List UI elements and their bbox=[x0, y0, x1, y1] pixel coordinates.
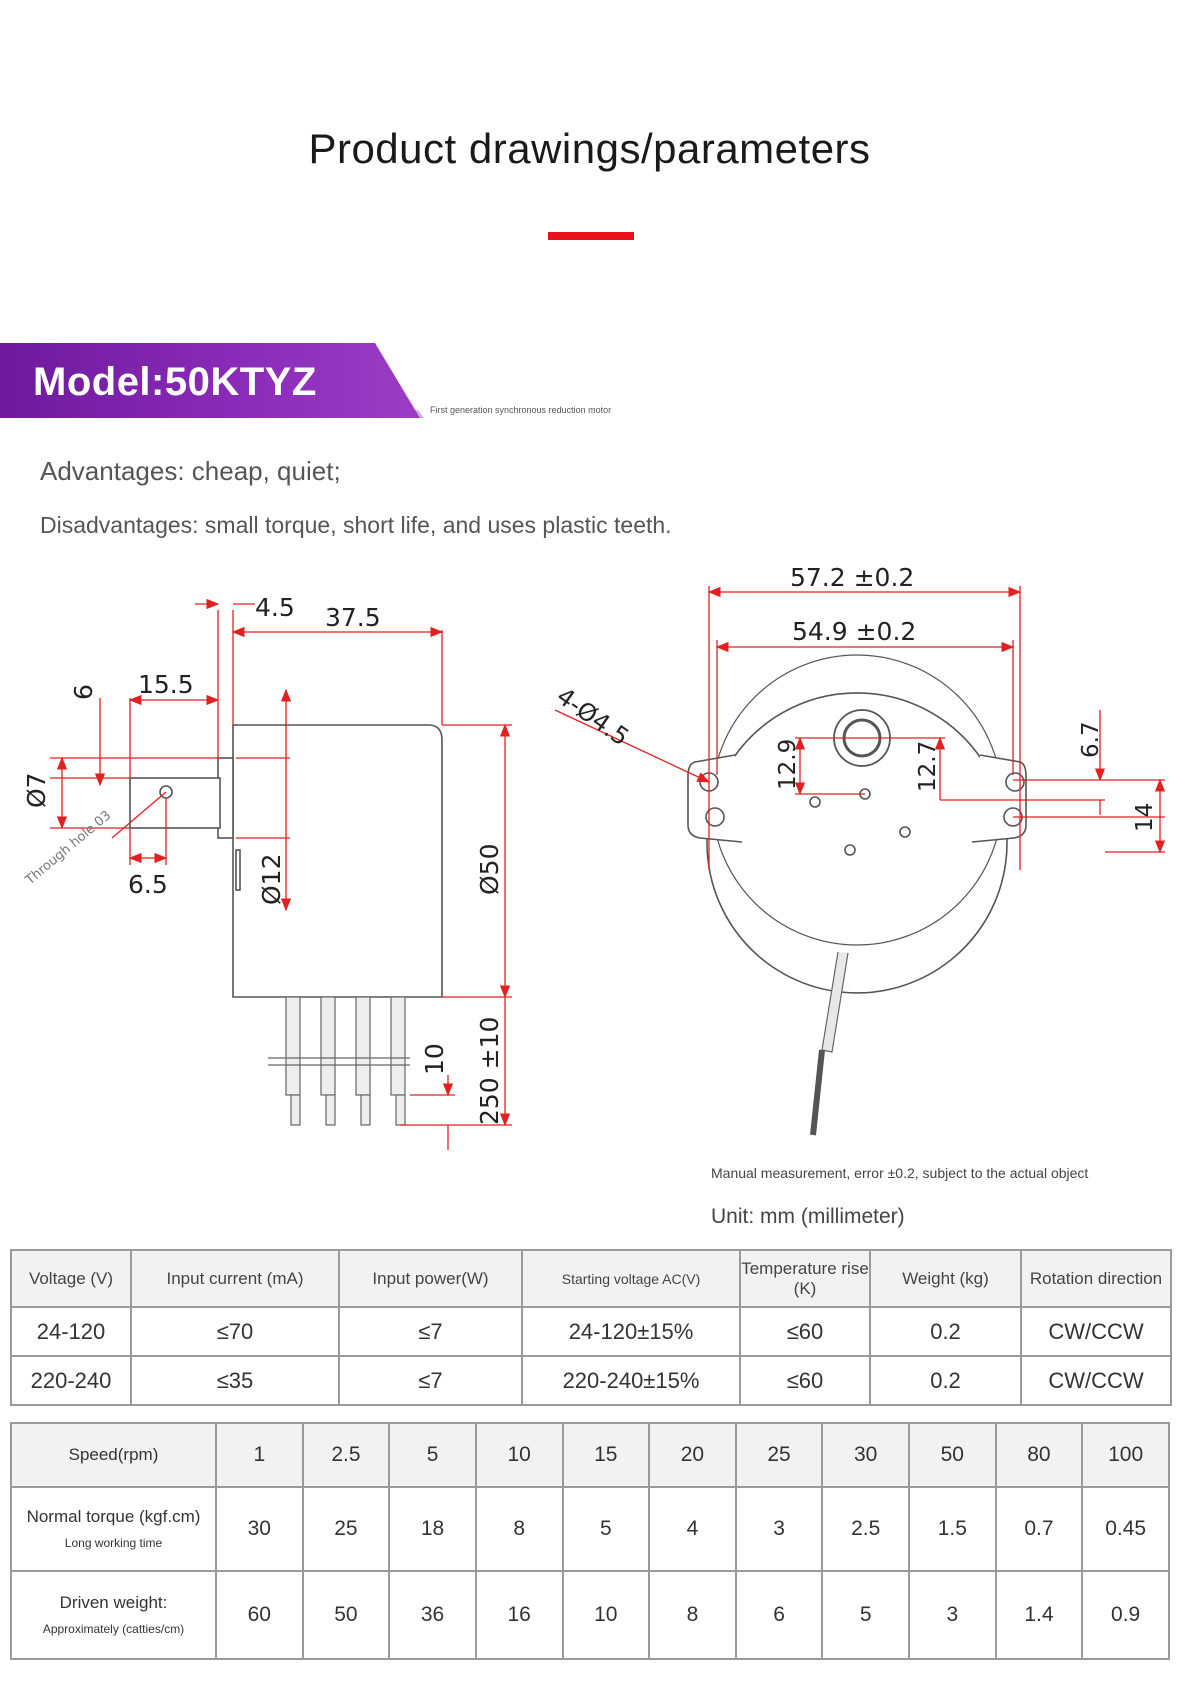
header-cell: Input current (mA) bbox=[131, 1250, 339, 1307]
dim-12-9: 12.9 bbox=[775, 738, 801, 790]
table-cell: 8 bbox=[476, 1487, 563, 1571]
table-cell: ≤70 bbox=[131, 1307, 339, 1356]
table-cell: 16 bbox=[476, 1571, 563, 1659]
table-cell: 5 bbox=[389, 1423, 476, 1487]
table-cell: 50 bbox=[909, 1423, 996, 1487]
table-cell: 0.2 bbox=[870, 1307, 1021, 1356]
table-cell: ≤60 bbox=[740, 1356, 870, 1405]
table-row bbox=[11, 1307, 1171, 1356]
model-label: Model:50KTYZ bbox=[33, 360, 317, 404]
table-cell: 8 bbox=[649, 1571, 736, 1659]
table-cell: 20 bbox=[649, 1423, 736, 1487]
table-cell: ≤60 bbox=[740, 1307, 870, 1356]
table-cell: 5 bbox=[822, 1571, 909, 1659]
table-cell: 24-120 bbox=[11, 1307, 131, 1356]
dim-12-7: 12.7 bbox=[915, 740, 941, 792]
table-cell: 0.45 bbox=[1082, 1487, 1169, 1571]
table-cell: 0.2 bbox=[870, 1356, 1021, 1405]
table-cell: ≤7 bbox=[339, 1356, 522, 1405]
table-cell: 3 bbox=[909, 1571, 996, 1659]
table-cell: 3 bbox=[736, 1487, 823, 1571]
table-cell: 50 bbox=[303, 1571, 390, 1659]
title-underline bbox=[548, 232, 634, 240]
header-cell: Voltage (V) bbox=[11, 1250, 131, 1307]
header-cell: Temperature rise (K) bbox=[740, 1250, 870, 1307]
table-cell: 30 bbox=[216, 1487, 303, 1571]
torque-row bbox=[11, 1487, 1169, 1571]
header-cell: Weight (kg) bbox=[870, 1250, 1021, 1307]
dim-diameter-7: Ø7 bbox=[22, 772, 51, 808]
disadvantages-text: Disadvantages: small torque, short life, and uses plastic teeth. bbox=[40, 512, 672, 538]
table-cell: 5 bbox=[563, 1487, 650, 1571]
table-cell: 25 bbox=[736, 1423, 823, 1487]
spec-header-row bbox=[11, 1250, 1171, 1307]
advantages-text: Advantages: cheap, quiet; bbox=[40, 456, 341, 486]
table-cell: 80 bbox=[996, 1423, 1083, 1487]
table-cell: 25 bbox=[303, 1487, 390, 1571]
table-cell: 220-240 bbox=[11, 1356, 131, 1405]
table-cell: 2.5 bbox=[303, 1423, 390, 1487]
torque-label-cell bbox=[11, 1487, 216, 1571]
unit-label: Unit: mm (millimeter) bbox=[711, 1205, 905, 1228]
dim-10: 10 bbox=[420, 1043, 449, 1075]
dim-holes: 4-Ø4.5 bbox=[551, 681, 634, 752]
table-cell: 10 bbox=[476, 1423, 563, 1487]
dim-15-5: 15.5 bbox=[138, 670, 194, 699]
table-cell: 60 bbox=[216, 1571, 303, 1659]
table-cell: 1 bbox=[216, 1423, 303, 1487]
spec-table bbox=[10, 1249, 1172, 1406]
table-cell: 0.7 bbox=[996, 1487, 1083, 1571]
table-cell: 220-240±15% bbox=[522, 1356, 740, 1405]
dim-54-9: 54.9 ±0.2 bbox=[792, 617, 917, 646]
table-cell: 36 bbox=[389, 1571, 476, 1659]
speed-table bbox=[10, 1422, 1170, 1660]
dim-14: 14 bbox=[1132, 802, 1158, 832]
torque-sublabel: Long working time bbox=[64, 1536, 163, 1551]
speed-label: Speed(rpm) bbox=[11, 1423, 216, 1487]
table-cell: CW/CCW bbox=[1021, 1307, 1171, 1356]
model-subtitle: First generation synchronous reduction motor bbox=[430, 405, 612, 415]
table-row bbox=[11, 1356, 1171, 1405]
through-hole-label: Through hole 03 bbox=[22, 808, 115, 889]
table-cell: 10 bbox=[563, 1571, 650, 1659]
table-cell: 0.9 bbox=[1082, 1571, 1169, 1659]
table-cell: 18 bbox=[389, 1487, 476, 1571]
table-cell: 6 bbox=[736, 1571, 823, 1659]
dim-6: 6 bbox=[69, 684, 98, 700]
dim-diameter-12: Ø12 bbox=[257, 853, 286, 905]
table-cell: 100 bbox=[1082, 1423, 1169, 1487]
header-cell: Rotation direction bbox=[1021, 1250, 1171, 1307]
table-cell: ≤7 bbox=[339, 1307, 522, 1356]
dim-6-7: 6.7 bbox=[1078, 721, 1104, 758]
speed-row bbox=[11, 1423, 1169, 1487]
weight-label-cell bbox=[11, 1571, 216, 1659]
measurement-note: Manual measurement, error ±0.2, subject to the actual object bbox=[711, 1165, 1089, 1181]
front-view bbox=[688, 655, 1026, 1135]
dim-4-5: 4.5 bbox=[255, 593, 295, 622]
header-cell: Input power(W) bbox=[339, 1250, 522, 1307]
weight-row bbox=[11, 1571, 1169, 1659]
weight-sublabel: Approximately (catties/cm) bbox=[42, 1622, 185, 1637]
table-cell: CW/CCW bbox=[1021, 1356, 1171, 1405]
dim-250: 250 ±10 bbox=[475, 1016, 504, 1125]
table-cell: 30 bbox=[822, 1423, 909, 1487]
table-cell: 1.4 bbox=[996, 1571, 1083, 1659]
header-cell: Starting voltage AC(V) bbox=[522, 1250, 740, 1307]
page-title: Product drawings/parameters bbox=[308, 125, 871, 172]
torque-label: Normal torque (kgf.cm) bbox=[26, 1507, 201, 1527]
table-cell: 15 bbox=[563, 1423, 650, 1487]
dim-37-5: 37.5 bbox=[325, 603, 381, 632]
table-cell: 1.5 bbox=[909, 1487, 996, 1571]
table-cell: 2.5 bbox=[822, 1487, 909, 1571]
dim-diameter-50: Ø50 bbox=[475, 843, 504, 895]
dim-6-5: 6.5 bbox=[128, 870, 168, 899]
technical-drawing bbox=[0, 563, 1179, 1160]
dim-57-2: 57.2 ±0.2 bbox=[790, 563, 915, 592]
table-cell: 24-120±15% bbox=[522, 1307, 740, 1356]
table-cell: ≤35 bbox=[131, 1356, 339, 1405]
weight-label: Driven weight: bbox=[59, 1593, 168, 1613]
table-cell: 4 bbox=[649, 1487, 736, 1571]
